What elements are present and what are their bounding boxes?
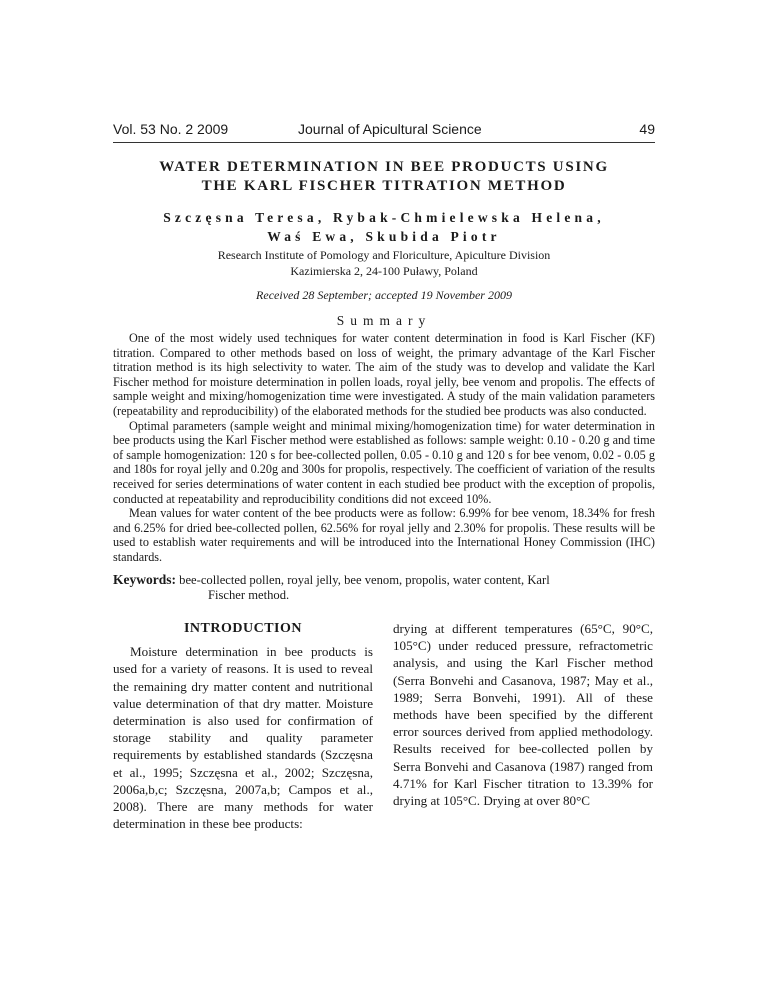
page-number: 49 [639,121,655,137]
authors-line-1: Szczęsna Teresa, Rybak-Chmielewska Helena, [163,210,605,225]
abstract-paragraph-3: Mean values for water content of the bee products were as follow: 6.99% for bee venom, 18.34% for fresh and 6.25% for dried bee-collected pollen, 62.56% for royal jelly and 2.30% for propolis. These results will be used to establish water requirements and will be introduced into the International Honey Commission (IHC) standards. [113,506,655,564]
keywords [113,572,655,603]
affiliation-line-1: Research Institute of Pomology and Floriculture, Apiculture Division [217,248,551,262]
title-line-2: THE KARL FISCHER TITRATION METHOD [201,178,567,194]
header-rule [113,142,655,143]
introduction-heading: INTRODUCTION [183,621,302,636]
paper-title [113,158,655,196]
keywords-line-2: Fischer method. [208,588,290,602]
journal-name: Journal of Apicultural Science [298,121,482,137]
received-dates: Received 28 September; accepted 19 November 2009 [256,288,512,302]
left-column [113,620,373,832]
keywords-label: Keywords: [113,572,176,587]
volume-info: Vol. 53 No. 2 2009 [113,121,229,137]
intro-paragraph-right: drying at different temperatures (65°C, 90°C, 105°C) under reduced pressure, refractometric analysis, and using the Karl Fischer method (Serra Bonvehi and Casanova, 1987; May et al., 1989; Serra Bonvehi, 1991). All of these methods have been specified by the different error sources derived from applied methodology. Results received for bee-collected pollen by Serra Bonvehi and Casanova (1987) ranged from 4.71% for Karl Fischer titration to 13.39% for drying at 105°C. Drying at over 80°C [393,621,653,809]
right-column [393,620,653,809]
abstract-paragraph-2: Optimal parameters (sample weight and minimal mixing/homogenization time) for water determination in bee products using the Karl Fischer method were established as follows: sample weight: 0.10 - 0.20 g and time of sample homogenization: 120 s for bee-collected pollen, 0.05 - 0.10 g and 120 s for bee venom, 0.02 - 0.05 g and 180s for royal jelly and 0.20g and 300s for propolis, respectively. The coefficient of variation of the results received for series determinations of water content in each studied bee product with the exception of propolis, conducted at repeatability and reproducibility conditions did not exceed 10%. [113,418,655,506]
authors-line-2: Waś Ewa, Skubida Piotr [267,229,501,244]
running-header [113,118,655,142]
title-line-1: WATER DETERMINATION IN BEE PRODUCTS USING [159,159,609,175]
authors [113,208,655,246]
summary-heading: Summary [336,313,432,328]
affiliation [113,247,655,279]
abstract [113,331,655,565]
keywords-line-1: bee-collected pollen, royal jelly, bee venom, propolis, water content, Karl [179,573,550,587]
intro-paragraph-left: Moisture determination in bee products is used for a variety of reasons. It is used to reveal the remaining dry matter content and nutritional value determination of that dry matter. Moisture determination is also used for confirmation of storage stability and quality parameter requirements by established standards (Szczęsna et al., 1995; Szczęsna et al., 2002; Szczęsna, 2006a,b,c; Szczęsna, 2007a,b; Campos et al., 2008). There are many methods for water determination in these bee products: [113,644,373,832]
affiliation-line-2: Kazimierska 2, 24-100 Puławy, Poland [290,264,478,278]
abstract-paragraph-1: One of the most widely used techniques for water content determination in food is Karl Fischer (KF) titration. Compared to other methods based on loss of weight, the primary advantage of the Karl Fischer titration method is its high selectivity to water. The aim of the study was to develop and validate the Karl Fischer method for moisture determination in pollen loads, royal jelly, bee venom and propolis. The effects of sample weight and mixing/homogenization time were investigated. A study of the main validation parameters (repeatability and reproducibility) of the elaborated methods for the studied bee products was also conducted. [113,331,655,418]
